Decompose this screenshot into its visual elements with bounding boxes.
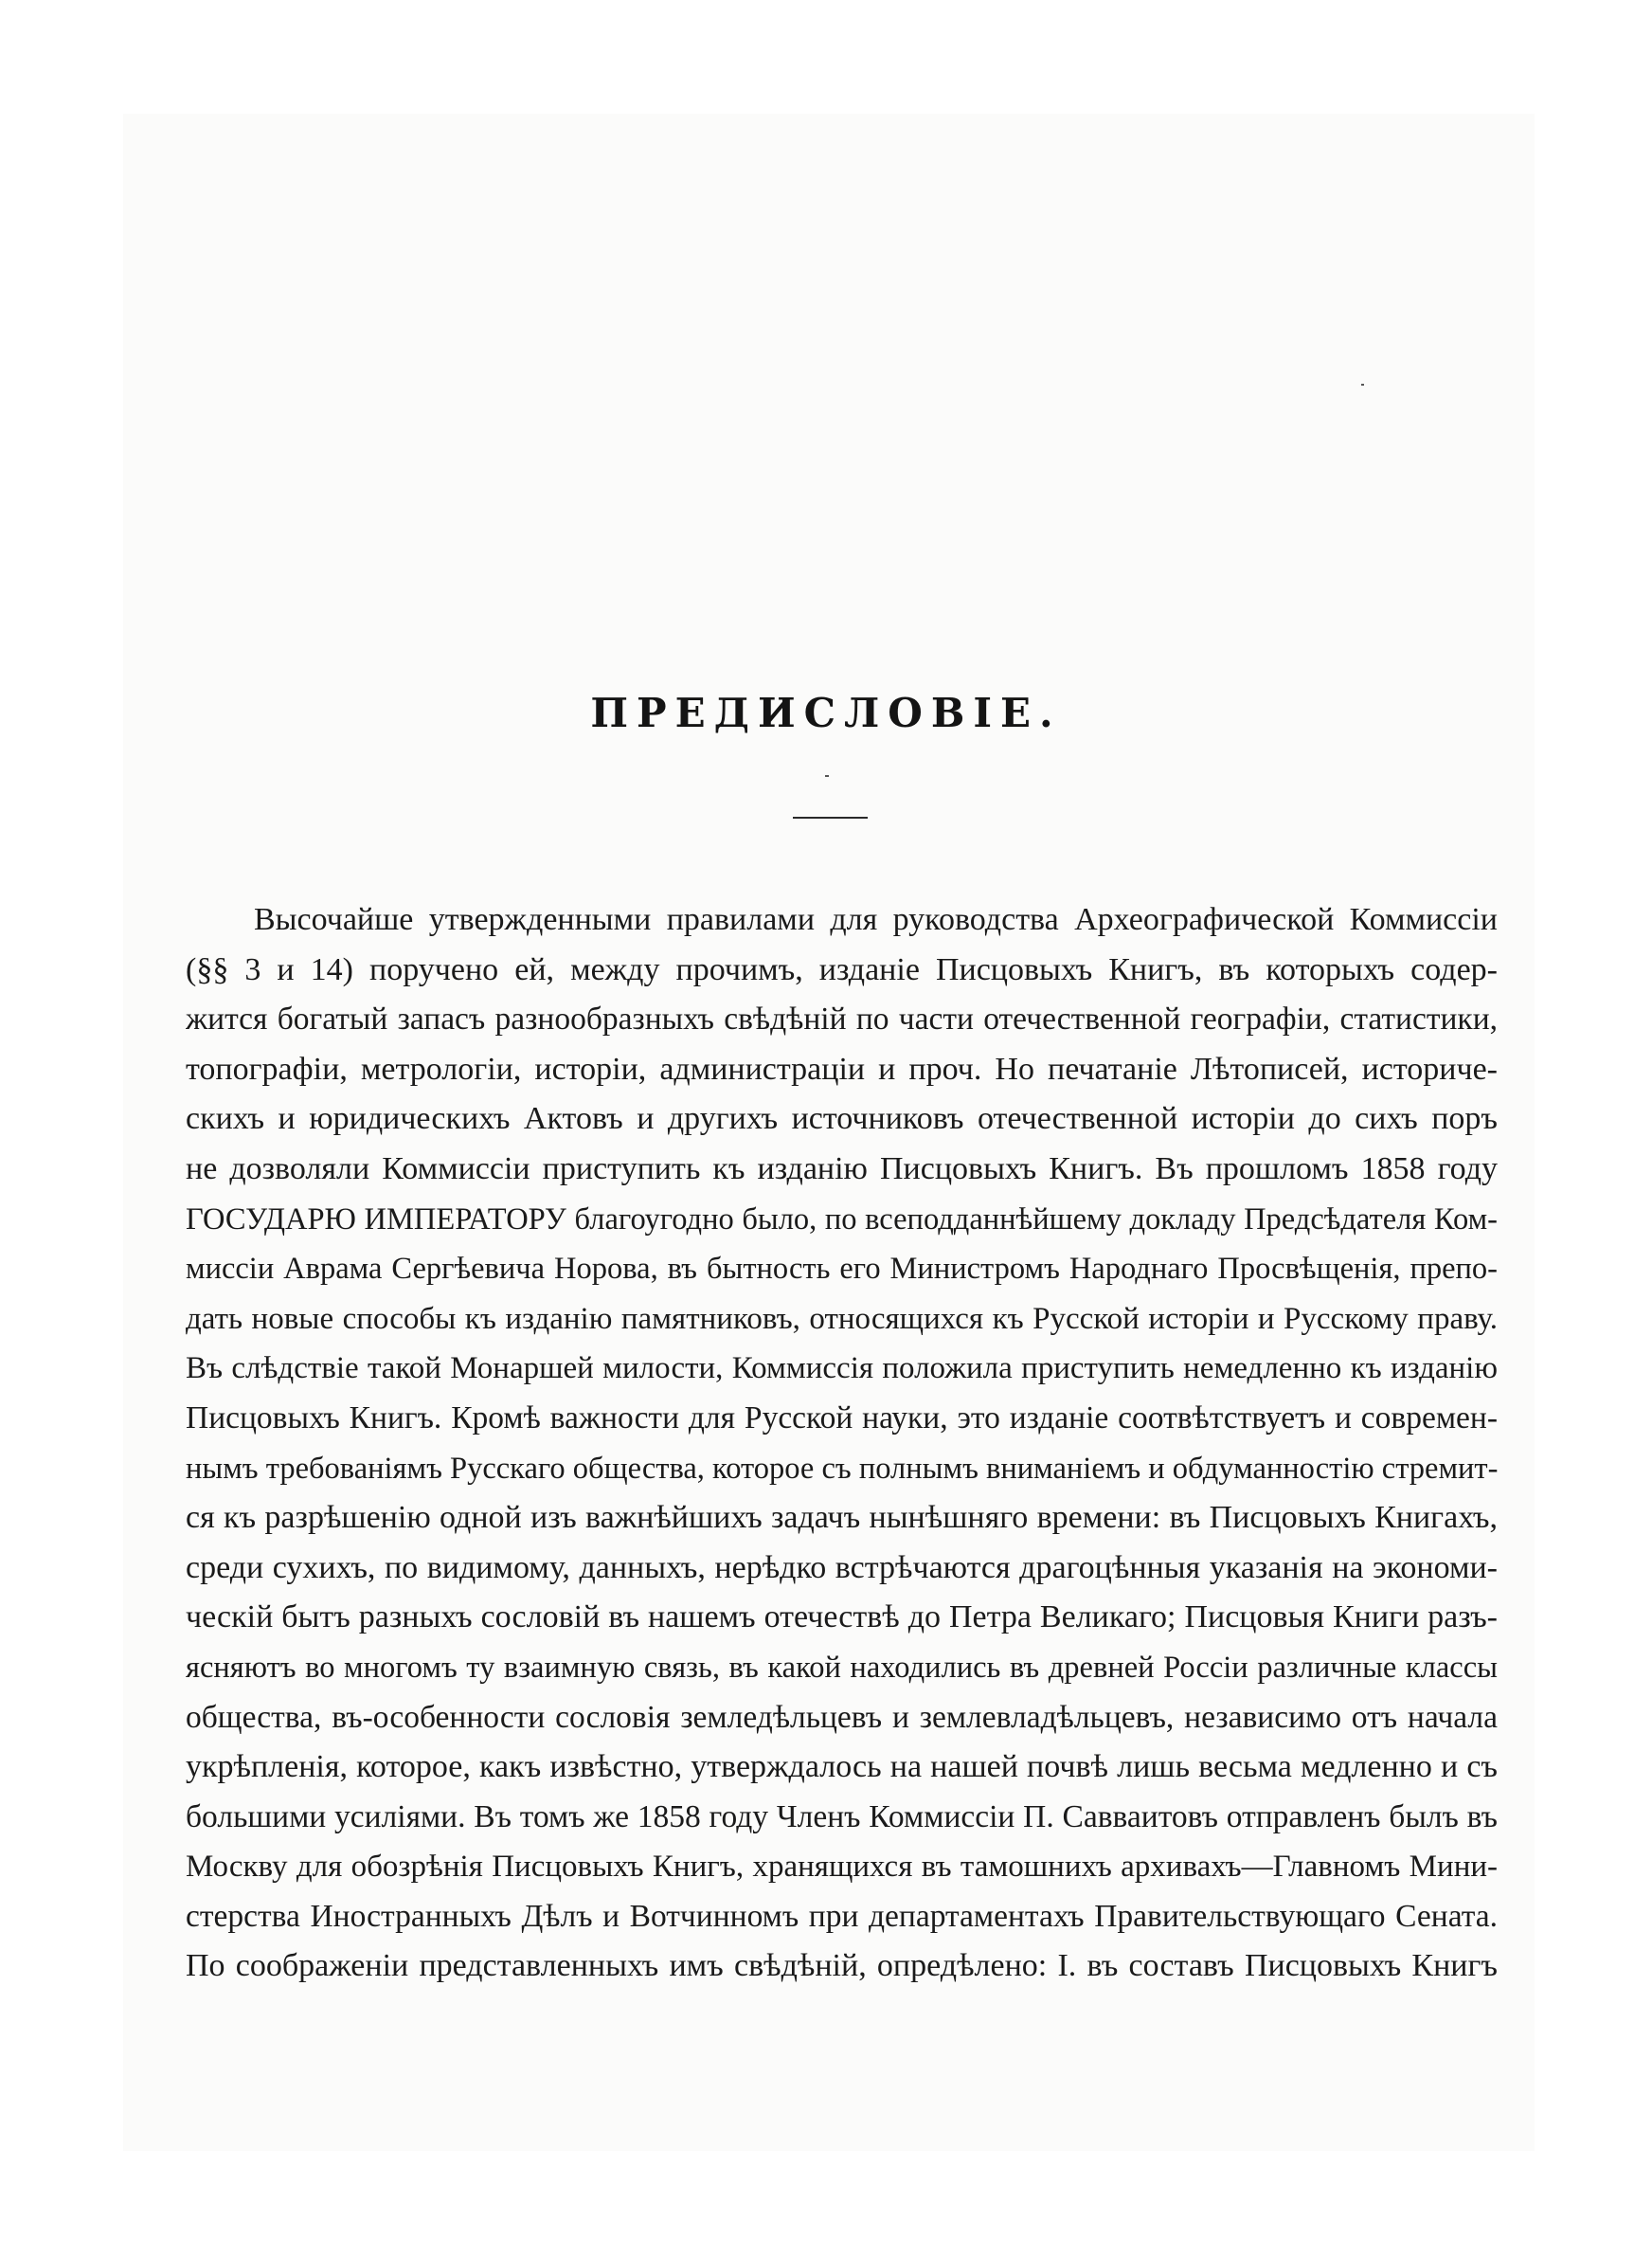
text-line: топографіи, метрологіи, исторіи, администраціи и проч. Но печатаніе Лѣтописей, историче- [186, 1051, 1498, 1087]
text-line: ясняютъ во многомъ ту взаимную связь, въ какой находились въ древней Россіи различные классы [186, 1650, 1498, 1685]
text-line: ГОСУДАРЮ ИМПЕРАТОРУ благоугодно было, по всеподданнѣйшему докладу Предсѣдателя Ком- [186, 1201, 1498, 1237]
scan-speck [825, 775, 829, 777]
text-line: стерства Иностранныхъ Дѣлъ и Вотчинномъ при департаментахъ Правительствующаго Сената. [186, 1898, 1498, 1934]
text-line: не дозволяли Коммиссіи приступить къ изданію Писцовыхъ Книгъ. Въ прошломъ 1858 году [186, 1150, 1498, 1186]
title-divider [793, 817, 868, 819]
text-line: большими усиліями. Въ томъ же 1858 году Членъ Коммиссіи П. Савваитовъ отправленъ былъ въ [186, 1798, 1498, 1834]
text-line: среди сухихъ, по видимому, данныхъ, нерѣдко встрѣчаются драгоцѣнныя указанія на экономи- [186, 1549, 1498, 1585]
text-line: общества, въ-особенности сословія земледѣльцевъ и землевладѣльцевъ, независимо отъ начала [186, 1699, 1498, 1735]
preface-paragraph [186, 895, 1498, 1992]
page-title: ПРЕДИСЛОВІЕ. [590, 690, 1062, 736]
scan-speck [1361, 384, 1364, 386]
text-line: нымъ требованіямъ Русскаго общества, которое съ полнымъ вниманіемъ и обдуманностію стремит- [186, 1451, 1498, 1486]
text-line: миссіи Аврама Сергѣевича Норова, въ бытность его Министромъ Народнаго Просвѣщенія, препо- [186, 1252, 1498, 1287]
text-line: скихъ и юридическихъ Актовъ и другихъ источниковъ отечественной исторіи до сихъ поръ [186, 1101, 1498, 1137]
text-line: Москву для обозрѣнія Писцовыхъ Книгъ, хранящихся въ тамошнихъ архивахъ—Главномъ Мини- [186, 1850, 1498, 1885]
text-line: жится богатый запасъ разнообразныхъ свѣдѣній по части отечественной географіи, статистики, [186, 1002, 1498, 1038]
text-line: укрѣпленія, которое, какъ извѣстно, утверждалось на нашей почвѣ лишь весьма медленно и съ [186, 1749, 1498, 1785]
text-line: ся къ разрѣшенію одной изъ важнѣйшихъ задачъ нынѣшняго времени: въ Писцовыхъ Книгахъ, [186, 1500, 1498, 1536]
text-line: (§§ 3 и 14) поручено ей, между прочимъ, изданіе Писцовыхъ Книгъ, въ которыхъ содер- [186, 951, 1498, 987]
text-line: Въ слѣдствіе такой Монаршей милости, Коммиссія положила приступить немедленно къ изданію [186, 1351, 1498, 1386]
text-line: дать новые способы къ изданію памятниковъ, относящихся къ Русской исторіи и Русскому праву. [186, 1301, 1498, 1336]
text-line: По соображеніи представленныхъ имъ свѣдѣній, опредѣлено: I. въ составъ Писцовыхъ Книгъ [186, 1948, 1498, 1984]
text-line: Высочайше утвержденными правилами для руководства Археографической Коммиссіи [254, 902, 1498, 937]
text-line: Писцовыхъ Книгъ. Кромѣ важности для Русской науки, это изданіе соотвѣтствуетъ и современ- [186, 1399, 1498, 1435]
text-line: ческій бытъ разныхъ сословій въ нашемъ отечествѣ до Петра Великаго; Писцовыя Книги разъ- [186, 1599, 1498, 1635]
